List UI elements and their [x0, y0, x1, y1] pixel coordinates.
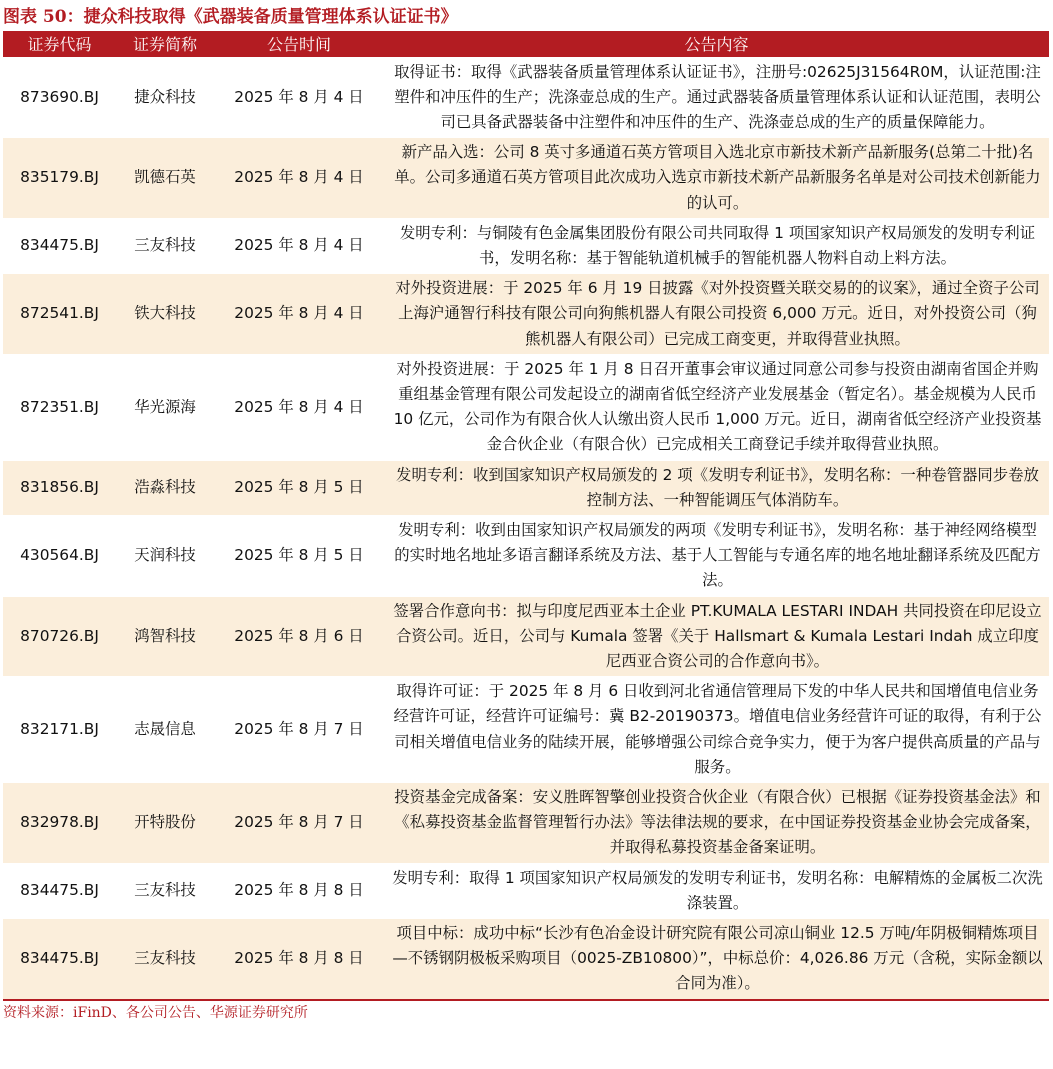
table-row [3, 919, 1049, 999]
cell-content: 取得许可证：于 2025 年 8 月 6 日收到河北省通信管理局下发的中华人民共和国增值电信业务经营许可证，经营许可证编号：冀 B2-20190373。增值电信业务经营许可证的取得，有利于公司相关增值电信业务的陆续开展，能够增强公司综合竞争实力，便于为客户提供高质量的产品与服务。 [384, 677, 1049, 783]
source-note: 资料来源：iFinD、各公司公告、华源证券研究所 [3, 1005, 308, 1021]
announcements-table [3, 31, 1049, 999]
cell-name: 三友科技 [116, 218, 214, 273]
cell-name: 华光源海 [116, 354, 214, 460]
cell-date: 2025 年 8 月 7 日 [214, 677, 384, 783]
header-date: 公告时间 [266, 35, 331, 55]
cell-date: 2025 年 8 月 6 日 [214, 596, 384, 677]
cell-name: 鸿智科技 [116, 596, 214, 677]
cell-code: 834475.BJ [3, 218, 116, 273]
cell-content: 发明专利：收到国家知识产权局颁发的 2 项《发明专利证书》，发明名称：一种卷管器同步卷放控制方法、一种智能调压气体消防车。 [384, 460, 1049, 515]
cell-code: 831856.BJ [3, 460, 116, 515]
table-row [3, 218, 1049, 273]
table-header-row [3, 31, 1049, 57]
header-name: 证券简称 [132, 35, 197, 55]
table-row [3, 354, 1049, 460]
cell-date: 2025 年 8 月 4 日 [214, 218, 384, 273]
cell-code: 832978.BJ [3, 782, 116, 863]
cell-content: 新产品入选：公司 8 英寸多通道石英方管项目入选北京市新技术新产品新服务(总第二十批)名单。公司多通道石英方管项目此次成功入选京市新技术新产品新服务名单是对公司技术创新能力的认可。 [384, 138, 1049, 219]
cell-content: 项目中标：成功中标“长沙有色冶金设计研究院有限公司凉山铜业 12.5 万吨/年阴极铜精炼项目—不锈钢阴极板采购项目（0025-ZB10800）”，中标总价：4,026.86 万元（含税，实际金额以合同为准）。 [384, 919, 1049, 999]
cell-name: 浩淼科技 [116, 460, 214, 515]
table-row [3, 460, 1049, 515]
cell-content: 发明专利：与铜陵有色金属集团股份有限公司共同取得 1 项国家知识产权局颁发的发明专利证书，发明名称：基于智能轨道机械手的智能机器人物料自动上料方法。 [384, 218, 1049, 273]
cell-date: 2025 年 8 月 5 日 [214, 515, 384, 596]
table-row [3, 57, 1049, 138]
cell-date: 2025 年 8 月 4 日 [214, 138, 384, 219]
cell-date: 2025 年 8 月 4 日 [214, 354, 384, 460]
cell-code: 835179.BJ [3, 138, 116, 219]
cell-name: 三友科技 [116, 863, 214, 918]
cell-code: 834475.BJ [3, 863, 116, 918]
cell-code: 832171.BJ [3, 677, 116, 783]
cell-name: 捷众科技 [116, 57, 214, 138]
table-row [3, 138, 1049, 219]
cell-content: 发明专利：取得 1 项国家知识产权局颁发的发明专利证书，发明名称：电解精炼的金属板二次洗涤装置。 [384, 863, 1049, 918]
cell-date: 2025 年 8 月 7 日 [214, 782, 384, 863]
table-row [3, 515, 1049, 596]
cell-content: 签署合作意向书：拟与印度尼西亚本土企业 PT.KUMALA LESTARI INDAH 共同投资在印尼设立合资公司。近日，公司与 Kumala 签署《关于 Hallsmart & Kumala Lestari Indah 成立印度尼西亚合资公司的合作意向书》。 [384, 596, 1049, 677]
cell-code: 873690.BJ [3, 57, 116, 138]
table-row [3, 677, 1049, 783]
cell-code: 872541.BJ [3, 274, 116, 355]
table-row [3, 863, 1049, 918]
cell-date: 2025 年 8 月 4 日 [214, 274, 384, 355]
cell-content: 发明专利：收到由国家知识产权局颁发的两项《发明专利证书》，发明名称：基于神经网络模型的实时地名地址多语言翻译系统及方法、基于人工智能与专通名库的地名地址翻译系统及匹配方法。 [384, 515, 1049, 596]
header-code: 证券代码 [27, 35, 92, 55]
cell-code: 872351.BJ [3, 354, 116, 460]
cell-date: 2025 年 8 月 8 日 [214, 863, 384, 918]
table-bottom-rule [3, 999, 1049, 1001]
table-row [3, 782, 1049, 863]
cell-date: 2025 年 8 月 8 日 [214, 919, 384, 999]
cell-code: 870726.BJ [3, 596, 116, 677]
cell-name: 三友科技 [116, 919, 214, 999]
cell-name: 铁大科技 [116, 274, 214, 355]
header-content: 公告内容 [684, 35, 749, 55]
cell-name: 天润科技 [116, 515, 214, 596]
cell-code: 430564.BJ [3, 515, 116, 596]
cell-content: 对外投资进展：于 2025 年 6 月 19 日披露《对外投资暨关联交易的的议案》，通过全资子公司上海沪通智行科技有限公司向狗熊机器人有限公司投资 6,000 万元。近日，对外投资公司（狗熊机器人有限公司）已完成工商变更，并取得营业执照。 [384, 274, 1049, 355]
cell-content: 对外投资进展：于 2025 年 1 月 8 日召开董事会审议通过同意公司参与投资由湖南省国企并购重组基金管理有限公司发起设立的湖南省低空经济产业发展基金（暂定名）。基金规模为人民币 10 亿元，公司作为有限合伙人认缴出资人民币 1,000 万元。近日，湖南省低空经济产业投资基金合伙企业（有限合伙）已完成相关工商登记手续并取得营业执照。 [384, 354, 1049, 460]
cell-date: 2025 年 8 月 4 日 [214, 57, 384, 138]
cell-date: 2025 年 8 月 5 日 [214, 460, 384, 515]
cell-content: 投资基金完成备案：安义胜晖智擎创业投资合伙企业（有限合伙）已根据《证券投资基金法》和《私募投资基金监督管理暂行办法》等法律法规的要求，在中国证券投资基金业协会完成备案，并取得私募投资基金备案证明。 [384, 782, 1049, 863]
cell-content: 取得证书：取得《武器装备质量管理体系认证证书》，注册号:02625J31564R0M，认证范围:注塑件和冲压件的生产；洗涤壶总成的生产。通过武器装备质量管理体系认证和认证范围，表明公司已具备武器装备中注塑件和冲压件的生产、洗涤壶总成的生产的质量保障能力。 [384, 57, 1049, 138]
table-row [3, 596, 1049, 677]
figure-caption: 图表 50：捷众科技取得《武器装备质量管理体系认证证书》 [3, 7, 458, 27]
cell-code: 834475.BJ [3, 919, 116, 999]
cell-name: 开特股份 [116, 782, 214, 863]
cell-name: 志晟信息 [116, 677, 214, 783]
cell-name: 凯德石英 [116, 138, 214, 219]
table-row [3, 274, 1049, 355]
